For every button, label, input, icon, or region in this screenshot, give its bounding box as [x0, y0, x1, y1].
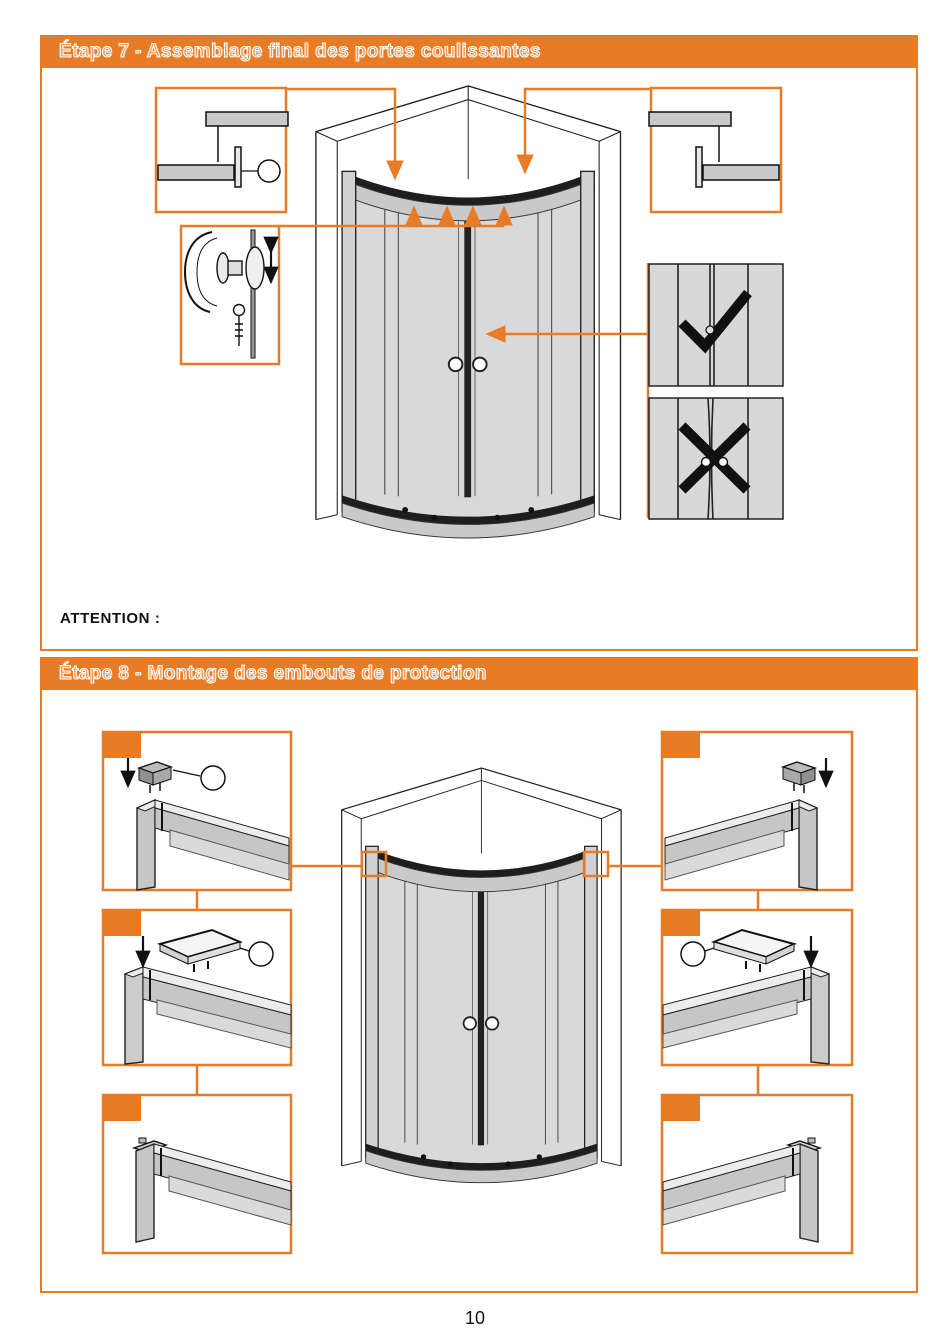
orange-tab — [662, 910, 700, 936]
detail-box-cap-done-left — [103, 1095, 291, 1253]
orange-tab — [103, 1095, 141, 1121]
step7-banner — [40, 35, 918, 68]
callout-circle-icon — [201, 766, 225, 790]
detail-box-cap-done-right — [662, 1095, 852, 1253]
orange-tab — [662, 732, 700, 758]
attention-label: ATTENTION : — [60, 610, 161, 627]
detail-box-cap-corner-left — [103, 732, 291, 890]
callout-circle-icon — [258, 160, 280, 182]
orange-tab — [103, 910, 141, 936]
step8-section — [40, 657, 918, 1293]
orange-tab — [662, 1095, 700, 1121]
roller-wheel — [217, 253, 229, 283]
callout-circle-icon — [681, 942, 705, 966]
step7-figure — [42, 68, 916, 649]
detail-box-profile-left — [156, 88, 288, 212]
correct-panel — [649, 264, 783, 386]
orange-tab — [103, 732, 141, 758]
detail-box-cap-rail-right — [662, 910, 852, 1065]
step8-banner — [40, 657, 918, 690]
page-number: 10 — [464, 1308, 486, 1328]
detail-box-roller — [181, 226, 279, 364]
detail-box-cap-corner-right — [662, 732, 852, 890]
step8-figure — [42, 690, 916, 1291]
detail-box-profile-right — [649, 88, 781, 212]
callout-circle-icon — [249, 942, 273, 966]
step8-title: Étape 8 - Montage des embouts de protection — [59, 662, 487, 684]
detail-box-cap-rail-left — [103, 910, 291, 1065]
incorrect-panel — [649, 398, 783, 519]
alignment-compare — [648, 263, 783, 519]
step7-title: Étape 7 - Assemblage final des portes coulissantes — [59, 40, 541, 62]
step7-section — [40, 35, 918, 651]
